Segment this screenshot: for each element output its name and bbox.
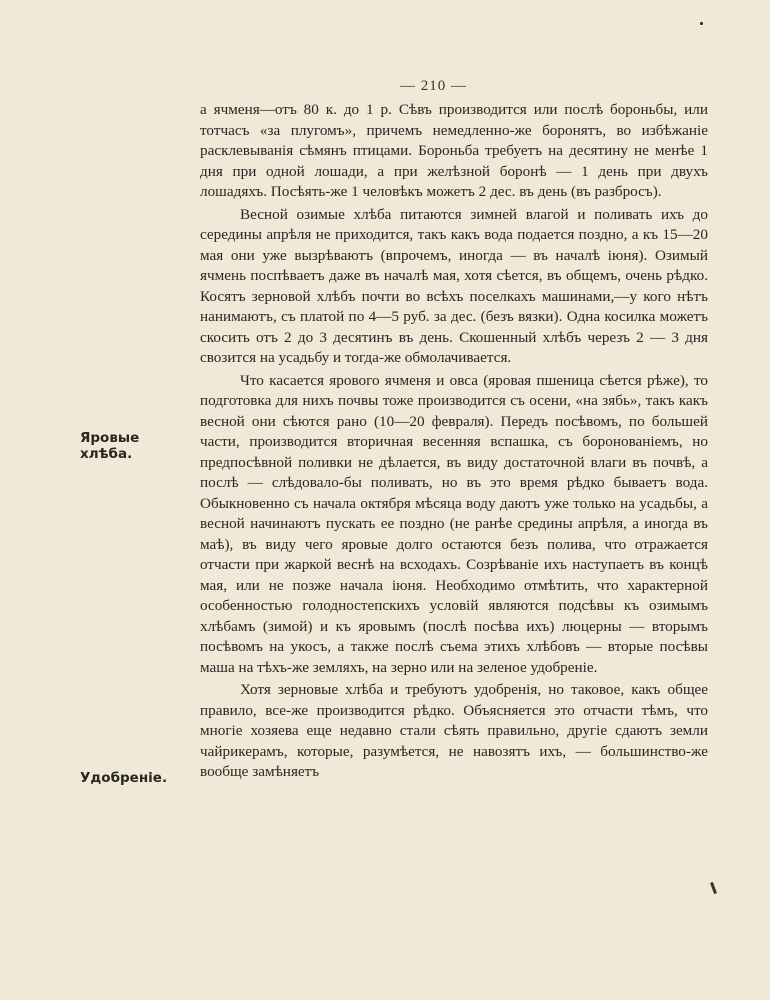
- paragraph-spring-grains: Что касается ярового ячменя и овса (яровая пшеница сѣется рѣже), то подготовка для нихъ почвы тоже производится съ осени, «на зябь», такъ какъ весной они сѣются рано (10—20 февраля). Передъ посѣвомъ, по большей части, производится вторичная весенняя вспашка, съ боронованіемъ, но предпосѣвной поливки не дѣлается, въ виду достаточной влаги въ почвѣ, а послѣ — слѣдовало-бы поливать, но въ это время рѣдко бываетъ вода. Обыкновенно съ начала октября мѣсяца воду даютъ уже только на усадьбы, а весной начинаютъ пускать ее поздно (не ранѣе средины апрѣля, а иногда въ маѣ), въ виду чего яровые долго остаются безъ полива, что отражается отчасти при жаркой веснѣ на всходахъ. Созрѣваніе ихъ наступаетъ въ концѣ мая, или не позже начала іюня. Необходимо отмѣтить, что характерной особенностью голодностепскихъ условій являются подсѣвы къ озимымъ хлѣбамъ (зимой) и къ яровымъ (послѣ посѣва ихъ) люцерны — вторымъ посѣвомъ на укосъ, а также послѣ съема этихъ хлѣбовъ — вторые посѣвы маша на тѣхъ-же земляхъ, на зерно или на зеленое удобреніе.: [200, 371, 708, 676]
- margin-heading-spring-grains: Яровые хлѣба.: [80, 430, 140, 462]
- paragraph-fertilizer: Хотя зерновые хлѣба и требуютъ удобренія, но таковое, какъ общее правило, все-же производится рѣдко. Объясняется это отчасти тѣмъ, что многіе хозяева еще недавно стали сѣять правильно, другіе сдаютъ земли чайрикерамъ, которые, разумѣется, не навозятъ ихъ, — большинство-же вообще замѣняетъ: [200, 681, 708, 780]
- page-number: — 210 —: [400, 78, 467, 94]
- margin-heading-fertilizer: Удобреніе.: [80, 770, 168, 786]
- main-text-column: [200, 100, 708, 783]
- paragraph-winter-grains: Весной озимые хлѣба питаются зимней влагой и поливать ихъ до середины апрѣля не приходится, такъ какъ вода подается поздно, а къ 15—20 мая они уже вызрѣваютъ (впрочемъ, иногда — въ началѣ іюня). Озимый ячмень поспѣваетъ даже въ началѣ мая, хотя сѣется, въ общемъ, очень рѣдко. Косятъ зерновой хлѣбъ почти во всѣхъ поселкахъ машинами,—у кого нѣтъ нанимаютъ, съ платой по 4—5 руб. за дес. (безъ вязки). Одна косилка можетъ скосить отъ 2 до 3 десятинъ въ день. Скошенный хлѣбъ черезъ 2 — 3 дня свозится на усадьбу и тогда-же обмолачивается.: [200, 205, 708, 366]
- print-speck: [700, 22, 703, 25]
- paragraph-sowing: а ячменя—отъ 80 к. до 1 р. Сѣвъ производится или послѣ бороньбы, или тотчасъ «за плугомъ», причемъ немедленно-же боронятъ, во избѣжаніе расклевыванія сѣмянъ птицами. Бороньба требуетъ на десятину не менѣе 1 дня при одной лошади, а при желѣзной боронѣ — 1 день при двухъ лошадяхъ. Посѣять-же 1 человѣкъ можетъ 2 дес. въ день (въ разбросъ).: [200, 101, 708, 200]
- print-speck: [710, 882, 717, 894]
